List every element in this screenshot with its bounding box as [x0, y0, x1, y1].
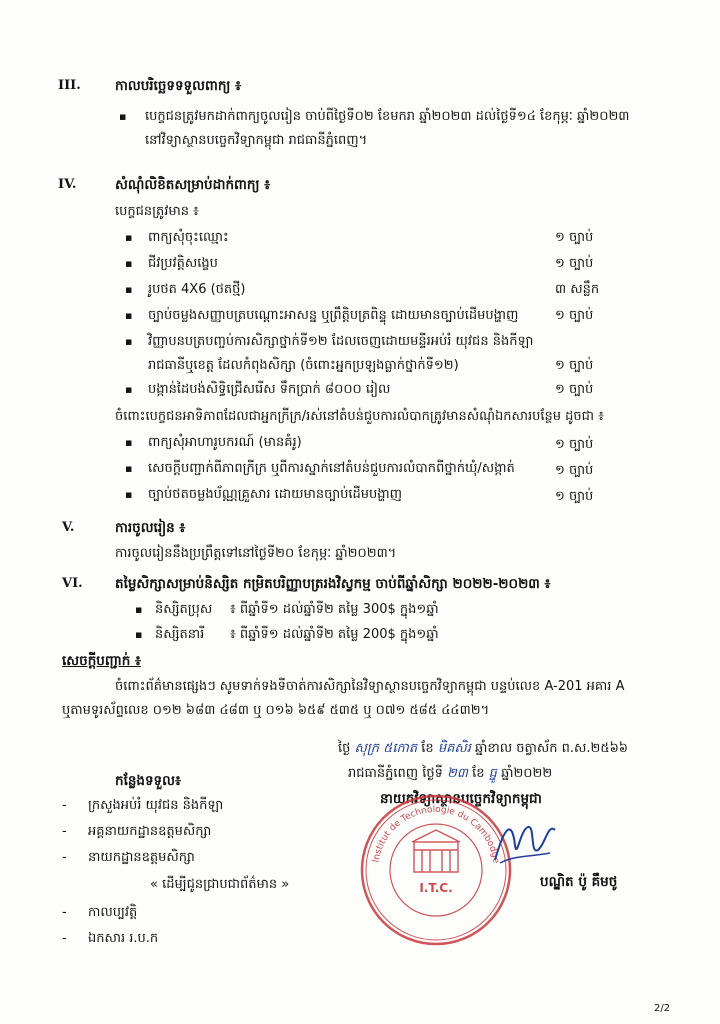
dash: -: [62, 824, 67, 839]
bullet: ▪: [125, 462, 133, 475]
recipient-item: នាយកដ្ឋានឧត្តមសិក្សា: [88, 850, 195, 865]
requirement-item: ច្បាប់ចម្លងសញ្ញាបត្របណ្ដោះអាសន្ន ឬព្រឹត្តិបត្រពិន្ទុ ដោយមានច្បាប់ដើមបង្ហាញ: [148, 308, 519, 323]
note-title: សេចក្ដីបញ្ជាក់ ៖: [62, 653, 141, 669]
requirement-item: រូបថត 4X6 (ថតថ្មី): [148, 282, 246, 297]
lunar-month-label: ខែ: [421, 741, 434, 756]
priority-qty: ១ ច្បាប់: [555, 489, 594, 504]
recipients-title: កន្លែងទទួល៖: [115, 773, 181, 789]
lunar-date-line: [338, 740, 628, 759]
fee-label: និស្សិតប្រុស: [155, 602, 213, 617]
requirement-qty: ១ ច្បាប់: [555, 308, 594, 323]
lunar-year-text: ឆ្នាំខាល ចត្វាស័ក ព.ស.២៥៦៦: [474, 741, 628, 756]
recipient-item: ឯកសារ រ.ប.ក: [88, 931, 159, 946]
section-4-title: សំណុំលិខិតសម្រាប់ដាក់ពាក្យ ៖: [115, 177, 271, 193]
recipient-item: ក្រសួងអប់រំ យុវជន និងកីឡា: [88, 798, 224, 813]
section-4-intro: បេក្ខជនត្រូវមាន ៖: [115, 204, 199, 219]
section-5-numeral: V.: [62, 520, 75, 535]
day-handwritten: ២៣: [447, 766, 468, 781]
stamp-ring-text: Institut de Technologie du Cambodge: [371, 804, 501, 865]
gregorian-date-line: [348, 765, 552, 784]
stamp-center-text: I.T.C.: [419, 881, 453, 895]
bullet: ▪: [125, 436, 133, 449]
section-3-line-2: នៅវិទ្យាស្ថានបច្ចេកវិទ្យាកម្ពុជា រាជធានីភ្នំពេញ។: [145, 133, 368, 148]
section-3-numeral: III.: [58, 78, 81, 93]
requirement-item: ជីវប្រវត្តិសង្ខេប: [148, 256, 218, 271]
requirement-qty: ១ ច្បាប់: [555, 256, 594, 271]
section-4-numeral: IV.: [58, 177, 77, 192]
institution-stamp: [356, 790, 516, 950]
bullet: ▪: [125, 488, 133, 501]
signer-name: បណ្ឌិត ប៉ូ គឹមថូ: [540, 874, 618, 890]
lunar-day-label: ថ្ងៃ: [338, 741, 351, 756]
requirement-item: បង្កាន់ដៃបង់សិទ្ធិជ្រើសរើស ទឹកប្រាក់ ៨០០០ រៀល: [148, 382, 391, 397]
bullet: ▪: [125, 309, 133, 322]
priority-item: ពាក្យសុំអាហារូបករណ៍ (មានគំរូ): [148, 435, 302, 450]
dash: -: [62, 905, 67, 920]
month-handwritten: ធ្នូ: [488, 766, 497, 781]
requirement-qty: ១ ច្បាប់: [555, 230, 594, 245]
dash: -: [62, 931, 67, 946]
note-line-2: ឬតាមទូរស័ព្ទលេខ ០១២ ៦៨៣ ៤៨៣ ឬ ០១៦ ៦៥៩ ៥៣៥ ឬ ០៧១ ៥៨៥ ៤៤៣២។: [62, 703, 490, 718]
requirement-item: ពាក្យសុំចុះឈ្មោះ: [148, 230, 229, 245]
recipient-item: កាលប្បវត្តិ: [88, 905, 138, 920]
bullet: ▪: [125, 257, 133, 270]
dash: -: [62, 850, 67, 865]
requirement-item: វិញ្ញាបនបត្របញ្ចប់ការសិក្សាថ្នាក់ទី១២ ដែលចេញដោយមន្ទីរអប់រំ យុវជន និងកីឡា: [148, 334, 534, 349]
note-line-1: ចំពោះព័ត៌មានផ្សេងៗ សូមទាក់ទងទីចាត់ការសិក្សានៃវិទ្យាស្ថានបច្ចេកវិទ្យាកម្ពុជា បន្ទប់លេខ A-201 អគារ A: [115, 679, 625, 694]
handwritten-signature: [490, 815, 560, 870]
bullet: ▪: [135, 603, 143, 616]
requirement-qty: ១ ច្បាប់: [555, 358, 594, 373]
bullet: ▪: [125, 335, 133, 348]
dash: -: [62, 798, 67, 813]
bullet: ▪: [125, 283, 133, 296]
priority-qty: ១ ច្បាប់: [555, 437, 594, 452]
section-6-title: តម្លៃសិក្សាសម្រាប់និស្សិត កម្រិតបរិញ្ញាបត្ររងវិស្វកម្ម ចាប់ពីឆ្នាំសិក្សា ២០២២-២០២៣ ៖: [115, 576, 551, 592]
section-3-title: កាលបរិច្ឆេទទទួលពាក្យ ៖: [115, 78, 242, 94]
recipient-inform-note: « ដើម្បីជូនជ្រាបជាព័ត៌មាន »: [150, 877, 290, 892]
priority-item: ច្បាប់ថតចម្លងប័ណ្ណគ្រួសារ ដោយមានច្បាប់ដើមបង្ហាញ: [148, 487, 403, 502]
bullet: ▪: [125, 231, 133, 244]
director-title: នាយកវិទ្យាស្ថានបច្ចេកវិទ្យាកម្ពុជា: [380, 791, 542, 807]
section-5-title: ការចូលរៀន ៖: [115, 520, 186, 536]
priority-item: សេចក្ដីបញ្ជាក់ពីភាពក្រីក្រ ឬពីការស្នាក់នៅតំបន់ជួបការលំបាកពីថ្នាក់ឃុំ/សង្កាត់: [148, 461, 515, 476]
bullet: ▪: [119, 110, 127, 123]
requirement-qty: ១ ច្បាប់: [555, 382, 594, 397]
month-label: ខែ: [472, 766, 485, 781]
bullet: ▪: [125, 383, 133, 396]
fee-detail: ៖ ពីឆ្នាំទី១ ដល់ឆ្នាំទី២ តម្លៃ 300$ ក្នុង១ឆ្នាំ: [230, 602, 439, 617]
priority-qty: ១ ច្បាប់: [555, 463, 594, 478]
section-3-line-1: បេក្ខជនត្រូវមកដាក់ពាក្យចូលរៀន ចាប់ពីថ្ងៃទី០២ ខែមករា ឆ្នាំ២០២៣ ដល់ថ្ងៃទី១៤ ខែកុម្ភៈ ឆ្នាំ២០២៣: [145, 109, 630, 124]
lunar-day-handwritten: សុក្រ ៥កោត: [354, 741, 418, 756]
requirement-item-continued: រាជធានីឬខេត្ត ដែលកំពុងសិក្សា (ចំពោះអ្នកប្រឡងធ្លាក់ថ្នាក់ទី១២): [148, 358, 459, 373]
year-text: ឆ្នាំ២០២២: [501, 766, 553, 781]
stamp-building-emblem: [412, 830, 460, 872]
lunar-month-handwritten: មិគសិរ: [437, 741, 471, 756]
page-number: 2/2: [654, 1003, 671, 1014]
fee-label: និស្សិតនារី: [155, 627, 205, 642]
section-5-line: ការចូលរៀននឹងប្រព្រឹត្តទៅនៅថ្ងៃទី២០ ខែកុម្ភៈ ឆ្នាំ២០២៣។: [115, 546, 397, 561]
requirement-qty: ៣ សន្លឹក: [555, 282, 600, 297]
recipient-item: អគ្គនាយកដ្ឋានឧត្តមសិក្សា: [88, 824, 212, 839]
priority-intro: ចំពោះបេក្ខជនអាទិភាពដែលជាអ្នកក្រីក្រ/រស់នៅតំបន់ជួបការលំបាកត្រូវមានសំណុំឯកសារបន្ថែម ដូចជា ៖: [115, 409, 604, 424]
fee-detail: ៖ ពីឆ្នាំទី១ ដល់ឆ្នាំទី២ តម្លៃ 200$ ក្នុង១ឆ្នាំ: [230, 627, 439, 642]
bullet: ▪: [135, 628, 143, 641]
section-6-numeral: VI.: [62, 576, 83, 591]
place-day-label: រាជធានីភ្នំពេញ ថ្ងៃទី: [348, 766, 443, 781]
